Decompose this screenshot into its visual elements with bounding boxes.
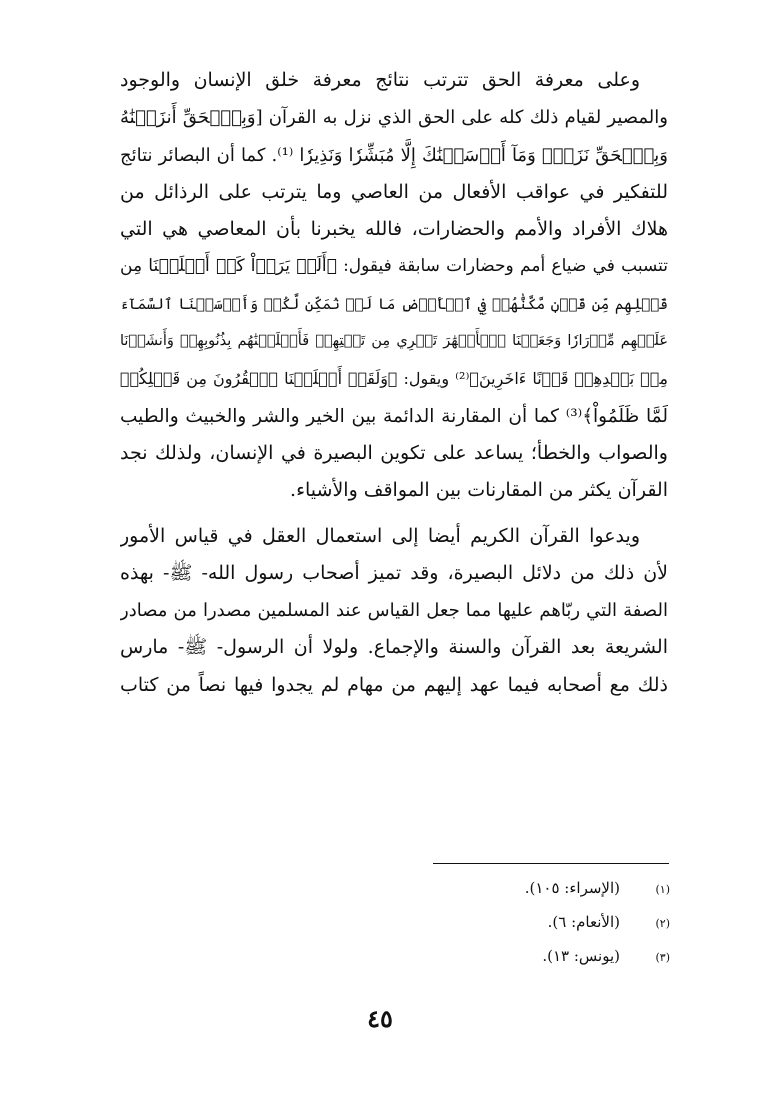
- text-line: هلاك الأفراد والأمم والحضارات، فالله يخبرنا بأن المعاصي هي التي: [120, 218, 668, 241]
- footnote-text: (الأنعام: ٦).: [547, 913, 620, 931]
- text-line: وَبِٱلۡحَقِّ نَزَلَۗ وَمَآ أَرۡسَلۡنَٰكَ إِلَّا مُبَشِّرٗا وَنَذِيرٗا ⁽¹⁾. كما أن البصائر نتائج: [120, 144, 668, 166]
- text-line: القرآن يكثر من المقارنات بين المواقف والأشياء.: [290, 479, 668, 502]
- footnote-divider: [433, 863, 669, 864]
- main-text: [120, 62, 668, 704]
- footnote-number: (١): [655, 883, 670, 896]
- page-number: ٤٥: [367, 1004, 393, 1033]
- text-line: والمصير لقيام ذلك كله على الحق الذي نزل به القرآن [وَبِٱلۡحَقِّ أَنزَلۡنَٰهُ: [120, 107, 668, 129]
- quran-verse-line: مِنۢ بَعۡدِهِمۡ قَرۡنًا ءَاخَرِينَ﴾⁽²⁾ ويقول: ﴿وَلَقَدۡ أَهۡلَكۡنَا ٱلۡقُرُونَ مِن قَبۡلِكُمۡ: [120, 369, 668, 389]
- footnote-item: [430, 940, 670, 974]
- footnotes: [430, 872, 670, 974]
- text-line: الصفة التي ربّاهم عليها مما جعل القياس عند المسلمين مصدرا من مصادر: [120, 600, 668, 622]
- quran-verse-line: قَبۡلِهِم مِّن قَرۡنٖ مَّكَّنَّٰهُمۡ فِي ٱلۡأَرۡضِ مَا لَمۡ نُمَكِّن لَّكُمۡ وَأَرۡسَلۡنَا ٱلسَّمَآءَ: [120, 294, 668, 313]
- text-line: وعلى معرفة الحق تترتب نتائج معرفة خلق الإنسان والوجود: [120, 69, 640, 91]
- footnote-number: (٣): [655, 951, 670, 964]
- text-line: للتفكير في عواقب الأفعال من العاصي وما يترتب على الرذائل من: [120, 180, 668, 203]
- text-line: ويدعوا القرآن الكريم أيضا إلى استعمال العقل في قياس الأمور: [120, 524, 640, 547]
- footnote-item: [430, 906, 670, 940]
- text-line: الشريعة بعد القرآن والسنة والإجماع. ولولا أن الرسول- ﷺ- مارس: [120, 636, 668, 659]
- text-line: لَمَّا ظَلَمُواْ﴾⁽³⁾ كما أن المقارنة الدائمة بين الخير والشر والخبيث والطيب: [120, 405, 668, 427]
- footnote-text: (يونس: ١٣).: [542, 947, 620, 965]
- text-line: والصواب والخطأ؛ يساعد على تكوين البصيرة في الإنسان، ولذلك نجد: [120, 441, 668, 464]
- text-line: تتسبب في ضياع أمم وحضارات سابقة فيقول: ﴿أَلَمۡ يَرَوۡاْ كَمۡ أَهۡلَكۡنَا مِن: [120, 256, 668, 277]
- footnote-item: [430, 872, 670, 906]
- footnote-text: (الإسراء: ١٠٥).: [524, 879, 620, 897]
- quran-verse-line: عَلَيۡهِم مِّدۡرَارٗا وَجَعَلۡنَا ٱلۡأَنۡهَٰرَ تَجۡرِي مِن تَحۡتِهِمۡ فَأَهۡلَكۡنَٰهُم بِذُنُوبِهِمۡ وَأَنشَأۡنَا: [120, 333, 668, 350]
- footnote-number: (٢): [655, 917, 670, 930]
- text-line: لأن ذلك من دلائل البصيرة، وقد تميز أصحاب رسول الله- ﷺ- بهذه: [120, 561, 668, 584]
- text-line: ذلك مع أصحابه فيما عهد إليهم من مهام لم يجدوا فيها نصاً من كتاب: [120, 673, 668, 696]
